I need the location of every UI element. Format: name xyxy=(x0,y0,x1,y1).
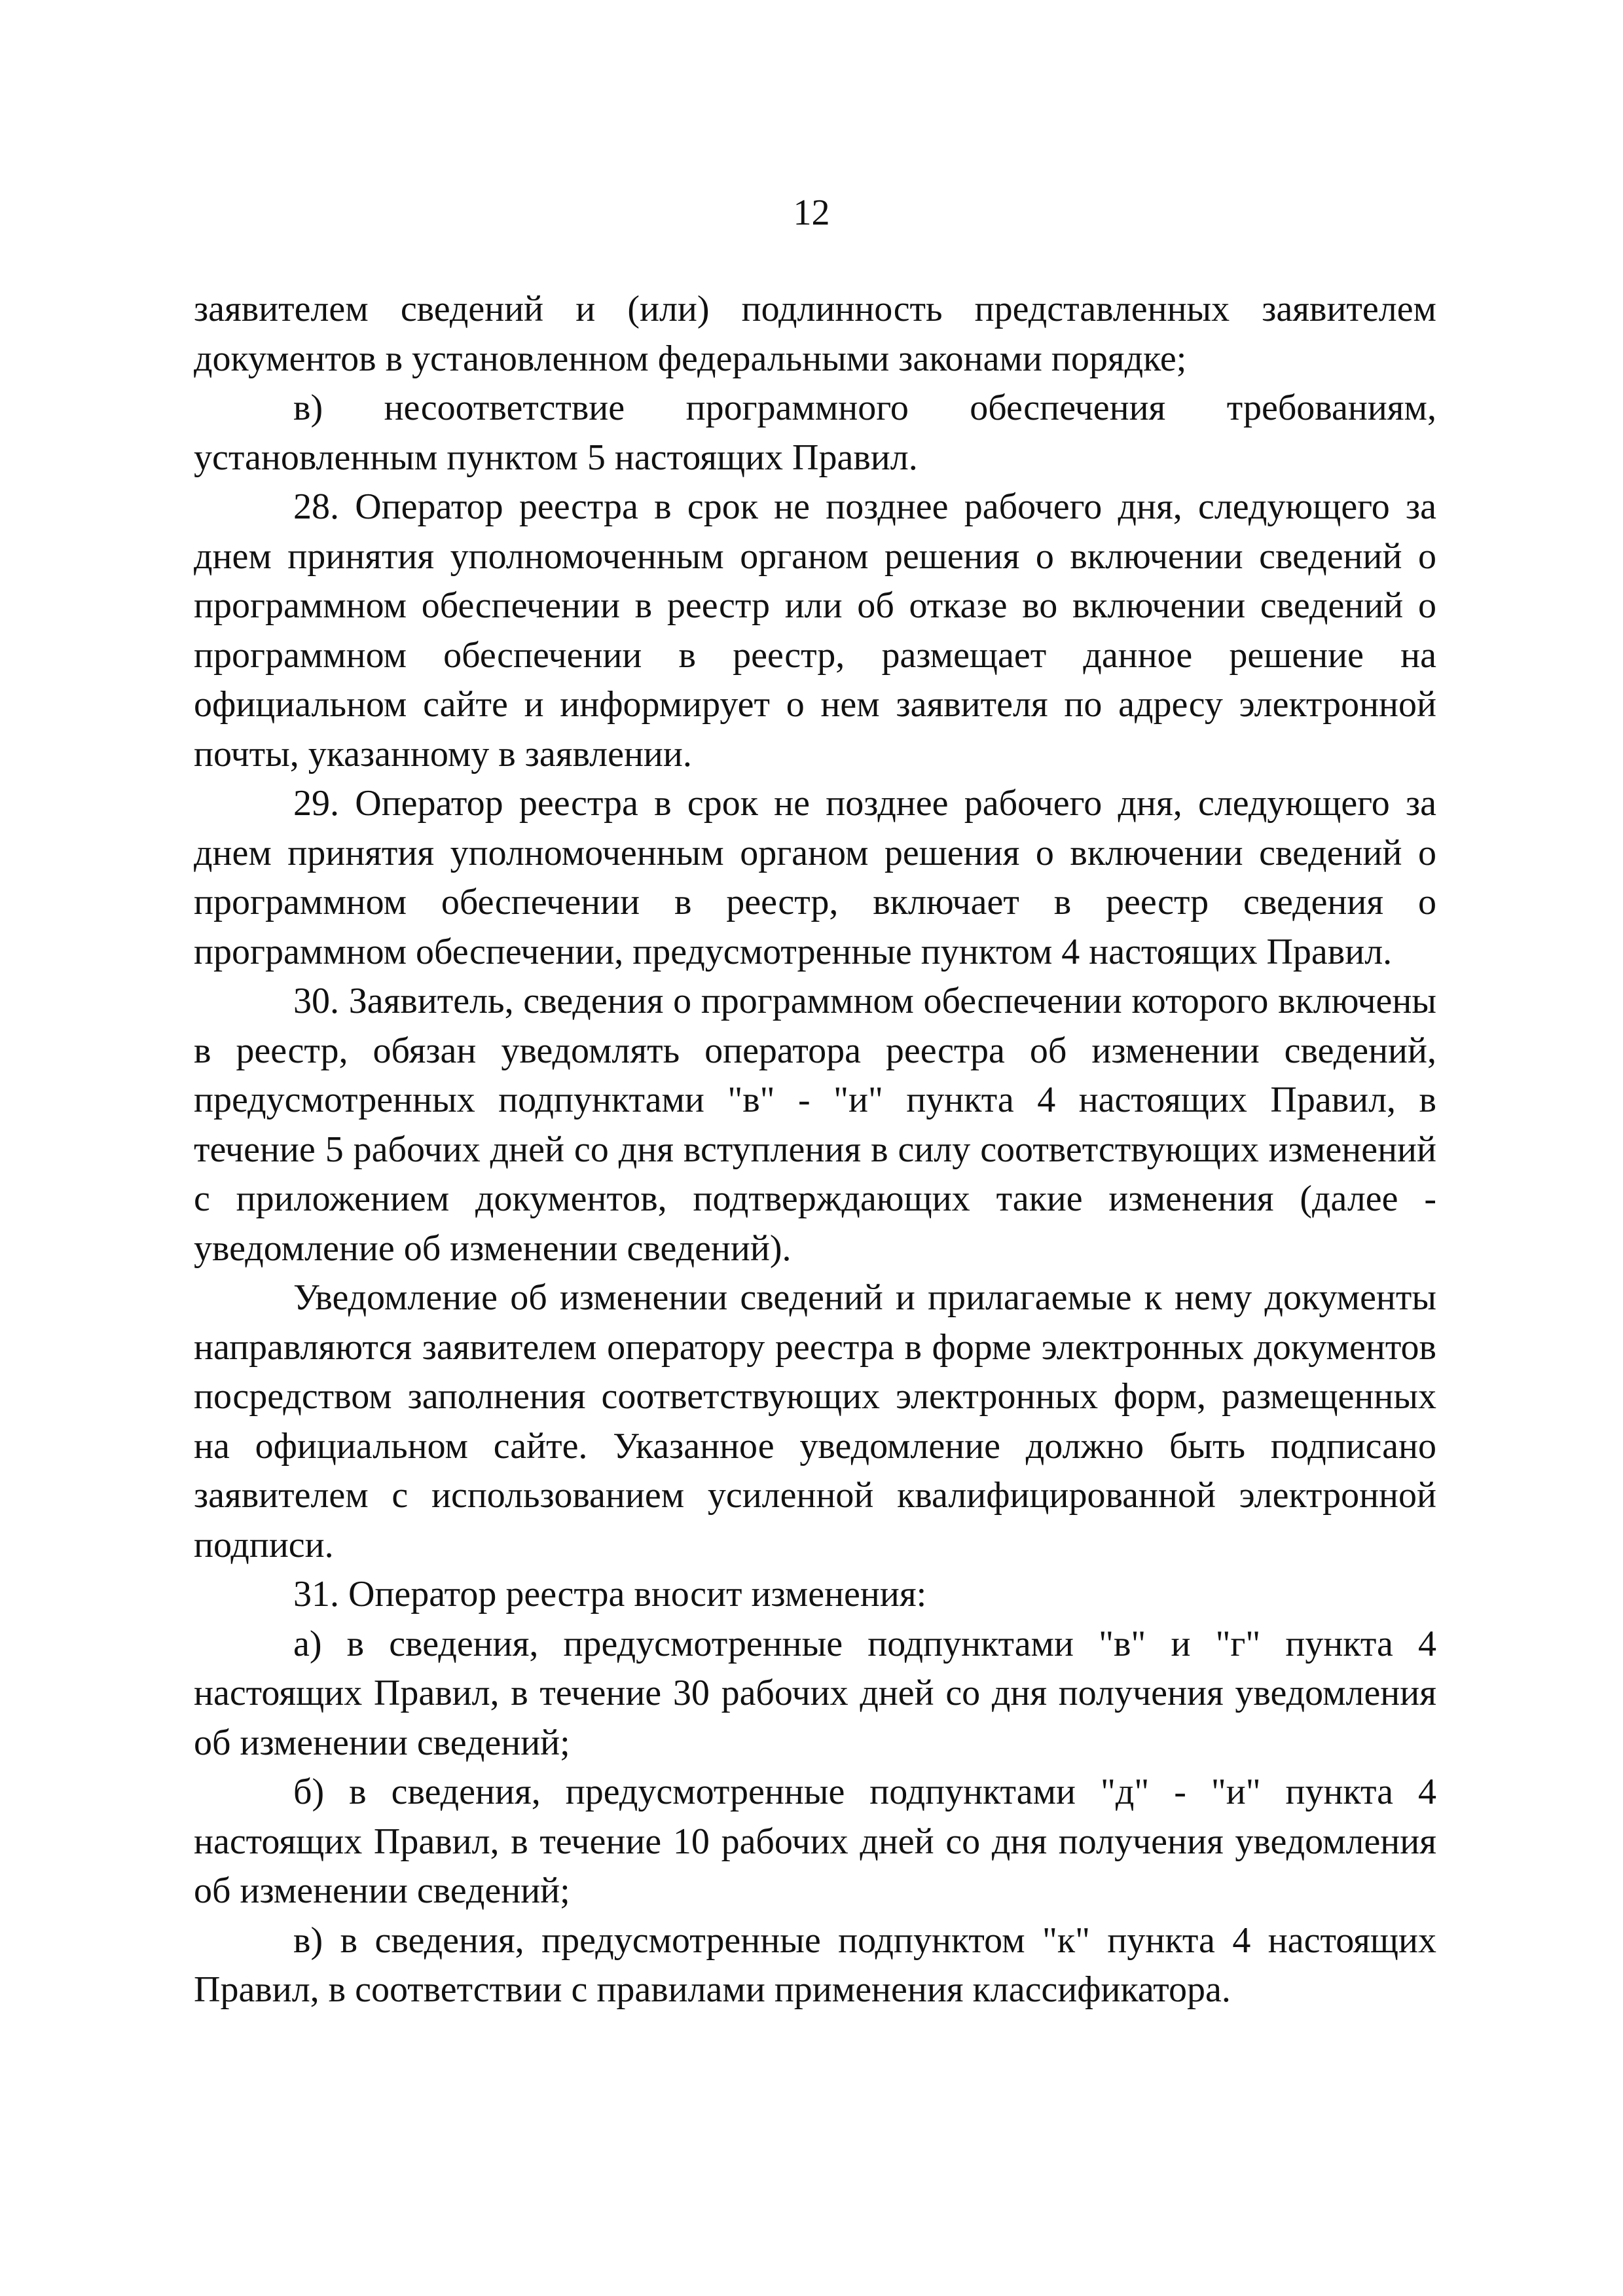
document-body xyxy=(194,285,1436,2015)
paragraph-31-b: б) в сведения, предусмотренные подпунктами "д" - "и" пункта 4 настоящих Правил, в течение 10 рабочих дней со дня получения уведомления об изменении сведений; xyxy=(194,1772,1436,1911)
paragraph-subitem-v: в) несоответствие программного обеспечения требованиям, установленным пунктом 5 настоящих Правил. xyxy=(194,388,1436,478)
paragraph-30: 30. Заявитель, сведения о программном обеспечении которого включены в реестр, обязан уведомлять оператора реестра об изменении сведений, предусмотренных подпунктами "в" - "и" пункта 4 настоящих Правил, в течение 5 рабочих дней со дня вступления в силу соответствующих изменений с приложением документов, подтверждающих такие изменения (далее - уведомление об изменении сведений). xyxy=(194,981,1436,1269)
page-number: 12 xyxy=(793,192,830,233)
paragraph-continuation: заявителем сведений и (или) подлинность представленных заявителем документов в установленном федеральными законами порядке; xyxy=(194,289,1436,379)
paragraph-notification: Уведомление об изменении сведений и прилагаемые к нему документы направляются заявителем оператору реестра в форме электронных документов посредством заполнения соответствующих электронных форм, размещенных на официальном сайте. Указанное уведомление должно быть подписано заявителем с использованием усиленной квалифицированной электронной подписи. xyxy=(194,1277,1436,1565)
paragraph-31-v: в) в сведения, предусмотренные подпунктом "к" пункта 4 настоящих Правил, в соответствии с правилами применения классификатора. xyxy=(194,1920,1436,2010)
paragraph-31: 31. Оператор реестра вносит изменения: xyxy=(293,1574,927,1614)
paragraph-29: 29. Оператор реестра в срок не позднее рабочего дня, следующего за днем принятия уполномоченным органом решения о включении сведений о программном обеспечении в реестр, включает в реестр сведения о программном обеспечении, предусмотренные пунктом 4 настоящих Правил. xyxy=(194,783,1436,972)
paragraph-31-a: а) в сведения, предусмотренные подпунктами "в" и "г" пункта 4 настоящих Правил, в течение 30 рабочих дней со дня получения уведомления об изменении сведений; xyxy=(194,1623,1436,1763)
paragraph-28: 28. Оператор реестра в срок не позднее рабочего дня, следующего за днем принятия уполномоченным органом решения о включении сведений о программном обеспечении в реестр или об отказе во включении сведений о программном обеспечении в реестр, размещает данное решение на официальном сайте и информирует о нем заявителя по адресу электронной почты, указанному в заявлении. xyxy=(194,486,1436,774)
